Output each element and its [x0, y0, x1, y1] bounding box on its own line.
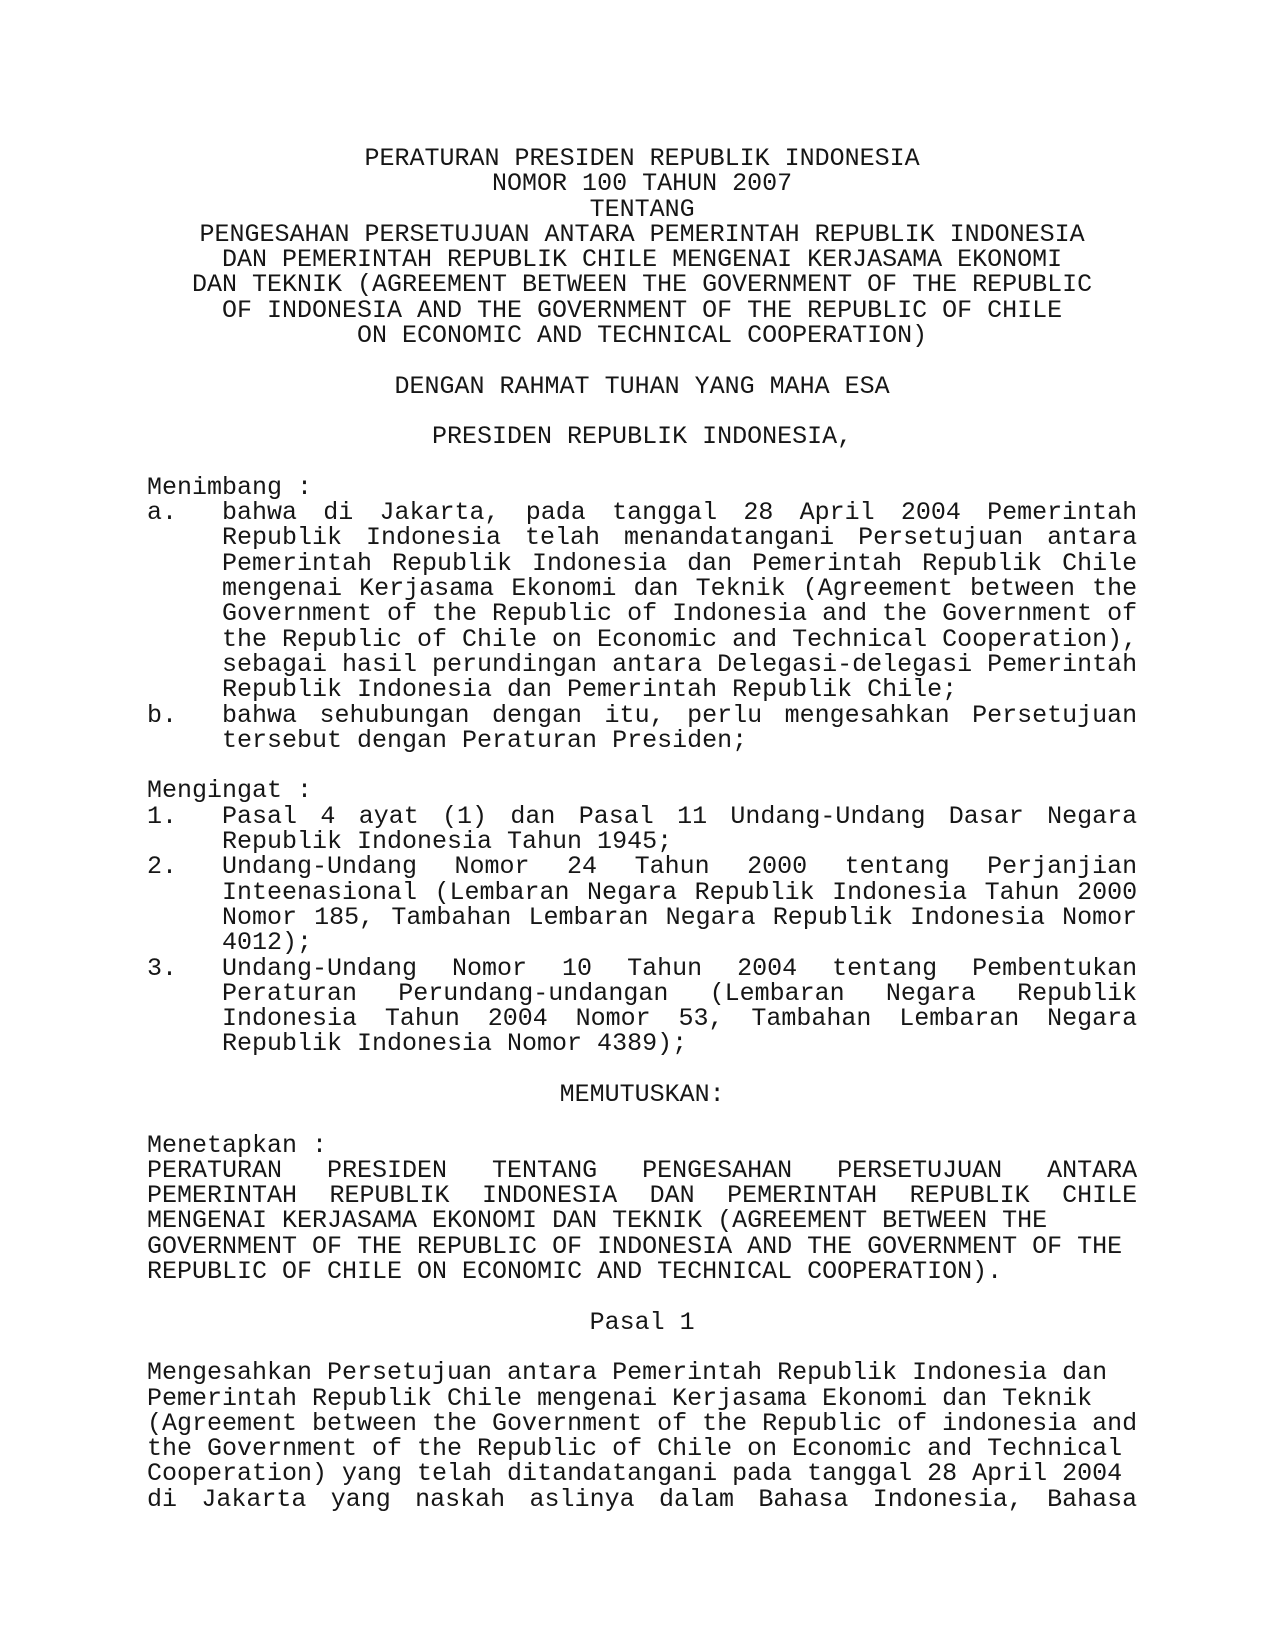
doc-line: PRESIDEN REPUBLIK INDONESIA,	[432, 424, 853, 450]
blank-line	[147, 348, 1137, 373]
doc-line: MEMUTUSKAN:	[559, 1081, 725, 1108]
mengingat-item-2	[147, 854, 1137, 955]
doc-line: Indonesia Tahun 2004 Nomor 53, Tambahan Lembaran Negara	[222, 1006, 1138, 1032]
menetapkan-label	[147, 1133, 1137, 1158]
list-marker: b.	[147, 700, 178, 730]
doc-line: MENGENAI KERJASAMA EKONOMI DAN TEKNIK (AGREEMENT BETWEEN THE	[147, 1208, 1048, 1234]
list-marker: 2.	[147, 852, 178, 882]
doc-line: Undang-Undang Nomor 24 Tahun 2000 tentang Perjanjian	[222, 854, 1138, 880]
blank-line	[147, 399, 1137, 424]
memutuskan-heading	[147, 1082, 1137, 1107]
doc-line: DAN TEKNIK (AGREEMENT BETWEEN THE GOVERNMENT OF THE REPUBLIC	[192, 272, 1093, 298]
doc-line: PEMERINTAH REPUBLIK INDONESIA DAN PEMERINTAH REPUBLIK CHILE	[147, 1183, 1138, 1209]
doc-line: DENGAN RAHMAT TUHAN YANG MAHA ESA	[394, 373, 890, 399]
doc-line: Pemerintah Republik Chile mengenai Kerjasama Ekonomi dan Teknik	[147, 1385, 1093, 1411]
menimbang-item-b	[147, 700, 1138, 754]
pasal-1-heading	[147, 1310, 1137, 1335]
blank-line	[147, 1107, 1137, 1132]
doc-line: Government of the Republic of Indonesia and the Government of	[222, 601, 1138, 627]
doc-line: ON ECONOMIC AND TECHNICAL COOPERATION)	[357, 323, 928, 349]
doc-line: Republik Indonesia telah menandatangani Persetujuan antara	[222, 525, 1138, 551]
doc-title	[147, 146, 1137, 348]
doc-line: PERATURAN PRESIDEN REPUBLIK INDONESIA	[364, 146, 920, 172]
doc-line: bahwa sehubungan dengan itu, perlu mengesahkan Persetujuan	[222, 702, 1138, 728]
doc-line: sebagai hasil perundingan antara Delegasi-delegasi Pemerintah	[222, 651, 1138, 678]
list-marker: 1.	[147, 801, 178, 831]
mengingat-item-3	[147, 953, 1138, 1057]
doc-line: Pasal 4 ayat (1) dan Pasal 11 Undang-Undang Dasar Negara	[222, 803, 1138, 830]
doc-line: DAN PEMERINTAH REPUBLIK CHILE MENGENAI KERJASAMA EKONOMI	[222, 247, 1063, 273]
list-marker: 3.	[147, 953, 178, 983]
blank-line	[147, 450, 1137, 475]
doc-line: Pasal 1	[589, 1309, 695, 1335]
doc-line: Pemerintah Republik Indonesia dan Pemerintah Republik Chile	[222, 550, 1138, 577]
menimbang-item-a	[147, 500, 1137, 702]
blank-line	[147, 1335, 1137, 1360]
menetapkan-paragraph	[147, 1158, 1137, 1284]
doc-line: Menetapkan :	[147, 1132, 328, 1158]
doc-line: mengenai Kerjasama Ekonomi dan Teknik (Agreement between the	[222, 576, 1138, 602]
doc-line: (Agreement between the Government of the Republic of indonesia and	[147, 1410, 1138, 1437]
doc-line: Peraturan Perundang-undangan (Lembaran Negara Republik	[222, 980, 1138, 1007]
document-text-block	[147, 146, 1137, 1512]
pasal-1-paragraph	[147, 1360, 1137, 1512]
doc-line: TENTANG	[589, 196, 695, 222]
doc-line: Nomor 185, Tambahan Lembaran Negara Republik Indonesia Nomor	[222, 904, 1138, 931]
menimbang-label	[147, 475, 1137, 500]
doc-line: di Jakarta yang naskah aslinya dalam Bahasa Indonesia, Bahasa	[147, 1486, 1138, 1513]
mengingat-item-1	[147, 801, 1138, 855]
doc-line: Republik Indonesia Nomor 4389);	[222, 1031, 688, 1057]
doc-line: REPUBLIC OF CHILE ON ECONOMIC AND TECHNICAL COOPERATION).	[147, 1259, 1003, 1285]
doc-line: PENGESAHAN PERSETUJUAN ANTARA PEMERINTAH REPUBLIK INDONESIA	[199, 221, 1085, 248]
doc-line: Mengingat :	[147, 778, 313, 804]
blank-line	[147, 753, 1137, 778]
doc-line: tersebut dengan Peraturan Presiden;	[222, 727, 748, 754]
blank-line	[147, 1057, 1137, 1082]
doc-line: OF INDONESIA AND THE GOVERNMENT OF THE REPUBLIC OF CHILE	[222, 297, 1063, 324]
doc-line: Republik Indonesia dan Pemerintah Republik Chile;	[222, 677, 958, 703]
doc-line: PERATURAN PRESIDEN TENTANG PENGESAHAN PERSETUJUAN ANTARA	[147, 1157, 1138, 1184]
doc-line: Republik Indonesia Tahun 1945;	[222, 829, 673, 855]
doc-motto	[147, 374, 1137, 399]
doc-line: GOVERNMENT OF THE REPUBLIC OF INDONESIA AND THE GOVERNMENT OF THE	[147, 1233, 1123, 1260]
doc-president-line	[147, 424, 1137, 449]
doc-line: the Government of the Republic of Chile on Economic and Technical	[147, 1436, 1123, 1462]
doc-line: Undang-Undang Nomor 10 Tahun 2004 tentang Pembentukan	[222, 955, 1138, 981]
blank-line	[147, 1284, 1137, 1309]
doc-line: Cooperation) yang telah ditandatangani pada tanggal 28 April 2004	[147, 1461, 1123, 1487]
doc-line: bahwa di Jakarta, pada tanggal 28 April 2004 Pemerintah	[222, 500, 1138, 526]
doc-line: Inteenasional (Lembaran Negara Republik Indonesia Tahun 2000	[222, 879, 1138, 905]
doc-line: Mengesahkan Persetujuan antara Pemerintah Republik Indonesia dan	[147, 1360, 1108, 1386]
doc-line: the Republic of Chile on Economic and Technical Cooperation),	[222, 626, 1138, 652]
doc-line: Menimbang :	[147, 474, 313, 501]
mengingat-label	[147, 778, 1137, 803]
doc-line: NOMOR 100 TAHUN 2007	[492, 171, 793, 197]
list-marker: a.	[147, 498, 178, 528]
doc-line: 4012);	[222, 930, 313, 956]
